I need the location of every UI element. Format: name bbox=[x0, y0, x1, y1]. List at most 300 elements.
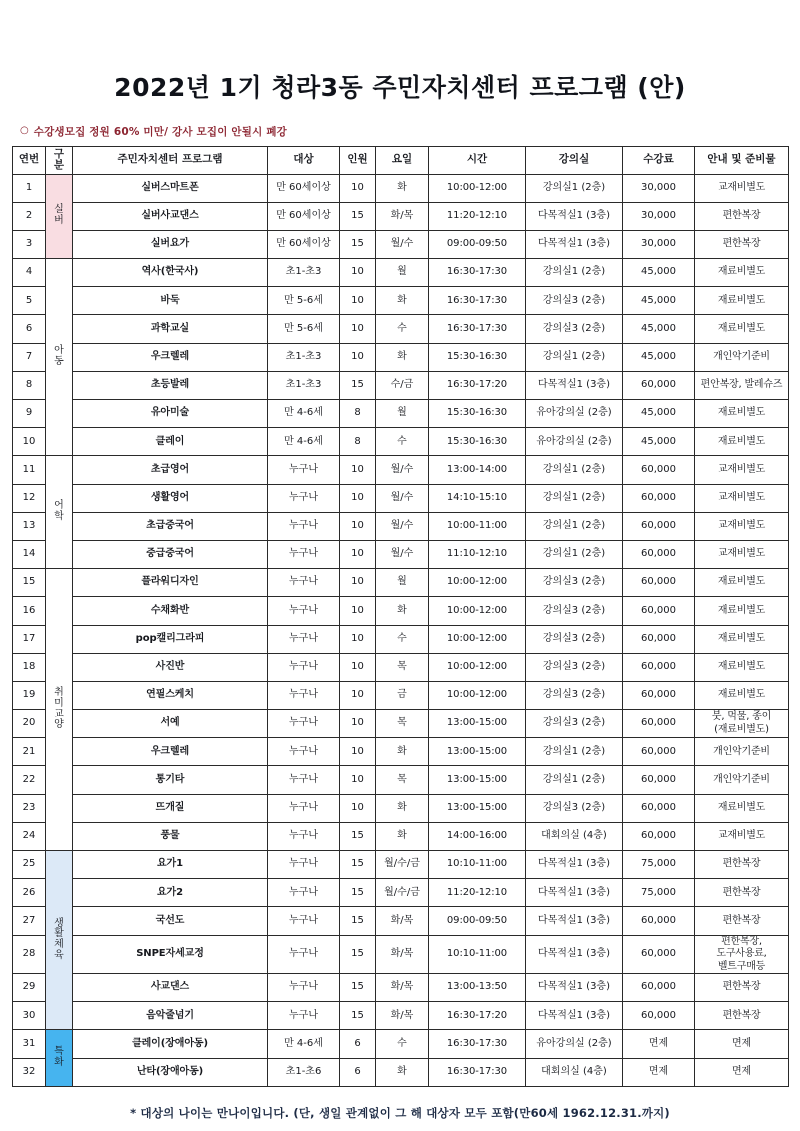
program-room: 다목적실1 (3층) bbox=[526, 1002, 623, 1030]
program-room: 강의실1 (2층) bbox=[526, 512, 623, 540]
program-capacity: 15 bbox=[340, 202, 376, 230]
program-day: 화 bbox=[376, 738, 429, 766]
row-number: 31 bbox=[13, 1030, 46, 1058]
table-row bbox=[13, 766, 789, 794]
program-fee: 60,000 bbox=[623, 625, 695, 653]
row-number: 27 bbox=[13, 907, 46, 935]
category-char: 화 bbox=[54, 1057, 64, 1069]
table-row bbox=[13, 1058, 789, 1086]
program-note: 교재비별도 bbox=[695, 540, 789, 568]
program-target: 만 5-6세 bbox=[268, 315, 340, 343]
program-capacity: 10 bbox=[340, 484, 376, 512]
program-name: 요가1 bbox=[73, 851, 268, 879]
row-number: 12 bbox=[13, 484, 46, 512]
program-name: 역사(한국사) bbox=[73, 259, 268, 287]
program-name: 서예 bbox=[73, 710, 268, 738]
program-target: 초1-초3 bbox=[268, 371, 340, 399]
table-row bbox=[13, 1002, 789, 1030]
program-capacity: 10 bbox=[340, 653, 376, 681]
program-note: 개인악기준비 bbox=[695, 738, 789, 766]
program-name: 실버스마트폰 bbox=[73, 174, 268, 202]
program-name: 과학교실 bbox=[73, 315, 268, 343]
category-char: 버 bbox=[54, 215, 64, 227]
program-target: 초1-초3 bbox=[268, 259, 340, 287]
program-fee: 60,000 bbox=[623, 569, 695, 597]
category-char: 양 bbox=[54, 719, 64, 731]
program-capacity: 10 bbox=[340, 597, 376, 625]
program-fee: 60,000 bbox=[623, 456, 695, 484]
program-target: 만 60세이상 bbox=[268, 202, 340, 230]
program-note: 교재비별도 bbox=[695, 822, 789, 850]
program-day: 수 bbox=[376, 625, 429, 653]
program-note: 면제 bbox=[695, 1058, 789, 1086]
program-time: 14:00-16:00 bbox=[429, 822, 526, 850]
program-day: 화/목 bbox=[376, 935, 429, 974]
category-cell-생활체육 bbox=[46, 851, 73, 1030]
program-fee: 45,000 bbox=[623, 259, 695, 287]
row-number: 26 bbox=[13, 879, 46, 907]
program-name: 연필스케치 bbox=[73, 681, 268, 709]
table-row bbox=[13, 174, 789, 202]
program-room: 강의실3 (2층) bbox=[526, 287, 623, 315]
program-note: 재료비별도 bbox=[695, 428, 789, 456]
table-row bbox=[13, 512, 789, 540]
program-note: 재료비별도 bbox=[695, 597, 789, 625]
program-name: 플라워디자인 bbox=[73, 569, 268, 597]
program-fee: 30,000 bbox=[623, 202, 695, 230]
program-note: 편한복장 bbox=[695, 230, 789, 258]
category-cell-취미교양 bbox=[46, 569, 73, 851]
program-time: 14:10-15:10 bbox=[429, 484, 526, 512]
program-time: 16:30-17:30 bbox=[429, 259, 526, 287]
program-day: 화/목 bbox=[376, 974, 429, 1002]
program-capacity: 10 bbox=[340, 315, 376, 343]
row-number: 6 bbox=[13, 315, 46, 343]
program-day: 월/수/금 bbox=[376, 879, 429, 907]
program-day: 월/수 bbox=[376, 484, 429, 512]
row-number: 32 bbox=[13, 1058, 46, 1086]
program-time: 13:00-14:00 bbox=[429, 456, 526, 484]
program-target: 누구나 bbox=[268, 569, 340, 597]
table-row bbox=[13, 710, 789, 738]
row-number: 3 bbox=[13, 230, 46, 258]
program-room: 다목적실1 (3층) bbox=[526, 935, 623, 974]
row-number: 24 bbox=[13, 822, 46, 850]
program-fee: 60,000 bbox=[623, 738, 695, 766]
program-note: 재료비별도 bbox=[695, 569, 789, 597]
category-char: 체 bbox=[54, 939, 64, 951]
program-name: 초급영어 bbox=[73, 456, 268, 484]
program-note: 교재비별도 bbox=[695, 456, 789, 484]
program-room: 강의실1 (2층) bbox=[526, 174, 623, 202]
program-day: 월 bbox=[376, 569, 429, 597]
program-capacity: 15 bbox=[340, 907, 376, 935]
program-note: 편한복장 bbox=[695, 851, 789, 879]
category-label bbox=[47, 501, 71, 523]
row-number: 1 bbox=[13, 174, 46, 202]
row-number: 14 bbox=[13, 540, 46, 568]
category-cell-아동 bbox=[46, 259, 73, 456]
program-capacity: 10 bbox=[340, 794, 376, 822]
category-label bbox=[47, 346, 71, 368]
program-room: 강의실3 (2층) bbox=[526, 569, 623, 597]
row-number: 2 bbox=[13, 202, 46, 230]
table-row bbox=[13, 315, 789, 343]
category-char: 아 bbox=[54, 345, 64, 357]
program-fee: 75,000 bbox=[623, 851, 695, 879]
program-target: 누구나 bbox=[268, 974, 340, 1002]
program-target: 만 5-6세 bbox=[268, 287, 340, 315]
category-char: 어 bbox=[54, 500, 64, 512]
category-char: 실 bbox=[54, 204, 64, 216]
row-number: 8 bbox=[13, 371, 46, 399]
program-target: 누구나 bbox=[268, 822, 340, 850]
program-capacity: 10 bbox=[340, 287, 376, 315]
program-name: 뜨개질 bbox=[73, 794, 268, 822]
program-time: 13:00-15:00 bbox=[429, 794, 526, 822]
table-row bbox=[13, 400, 789, 428]
category-char: 학 bbox=[54, 511, 64, 523]
program-target: 만 60세이상 bbox=[268, 230, 340, 258]
program-target: 누구나 bbox=[268, 879, 340, 907]
category-label bbox=[47, 919, 71, 962]
table-row bbox=[13, 974, 789, 1002]
program-room: 강의실3 (2층) bbox=[526, 315, 623, 343]
program-target: 만 60세이상 bbox=[268, 174, 340, 202]
program-day: 월/수 bbox=[376, 512, 429, 540]
program-room: 다목적실1 (3층) bbox=[526, 974, 623, 1002]
row-number: 7 bbox=[13, 343, 46, 371]
row-number: 30 bbox=[13, 1002, 46, 1030]
category-char: 동 bbox=[54, 356, 64, 368]
program-room: 강의실1 (2층) bbox=[526, 259, 623, 287]
program-target: 누구나 bbox=[268, 456, 340, 484]
table-row bbox=[13, 1030, 789, 1058]
program-time: 13:00-15:00 bbox=[429, 766, 526, 794]
program-time: 11:10-12:10 bbox=[429, 540, 526, 568]
table-header-row bbox=[13, 146, 789, 174]
table-row bbox=[13, 456, 789, 484]
category-char: 교 bbox=[54, 708, 64, 720]
category-char: 미 bbox=[54, 697, 64, 709]
program-capacity: 8 bbox=[340, 428, 376, 456]
table-row bbox=[13, 822, 789, 850]
category-cell-특화 bbox=[46, 1030, 73, 1086]
program-time: 10:00-12:00 bbox=[429, 681, 526, 709]
program-fee: 45,000 bbox=[623, 287, 695, 315]
program-time: 10:10-11:00 bbox=[429, 851, 526, 879]
program-capacity: 15 bbox=[340, 935, 376, 974]
program-room: 강의실1 (2층) bbox=[526, 343, 623, 371]
program-note: 교재비별도 bbox=[695, 174, 789, 202]
program-time: 16:30-17:30 bbox=[429, 1030, 526, 1058]
program-target: 만 4-6세 bbox=[268, 400, 340, 428]
program-name: 실버사교댄스 bbox=[73, 202, 268, 230]
row-number: 16 bbox=[13, 597, 46, 625]
program-room: 강의실1 (2층) bbox=[526, 738, 623, 766]
program-time: 10:10-11:00 bbox=[429, 935, 526, 974]
program-fee: 75,000 bbox=[623, 879, 695, 907]
program-time: 16:30-17:30 bbox=[429, 315, 526, 343]
program-target: 누구나 bbox=[268, 851, 340, 879]
program-note: 교재비별도 bbox=[695, 484, 789, 512]
program-note: 편한복장, 도구사용료, 벨트구매등 bbox=[695, 935, 789, 974]
category-char: 특 bbox=[54, 1046, 64, 1058]
program-capacity: 15 bbox=[340, 1002, 376, 1030]
program-room: 다목적실1 (3층) bbox=[526, 907, 623, 935]
program-capacity: 10 bbox=[340, 569, 376, 597]
program-note: 개인악기준비 bbox=[695, 343, 789, 371]
program-name: 초등발레 bbox=[73, 371, 268, 399]
row-number: 25 bbox=[13, 851, 46, 879]
table-row bbox=[13, 259, 789, 287]
program-capacity: 15 bbox=[340, 879, 376, 907]
program-time: 16:30-17:30 bbox=[429, 1058, 526, 1086]
header-target: 대상 bbox=[268, 146, 340, 174]
row-number: 19 bbox=[13, 681, 46, 709]
program-note: 면제 bbox=[695, 1030, 789, 1058]
header-fee: 수강료 bbox=[623, 146, 695, 174]
program-day: 수 bbox=[376, 1030, 429, 1058]
program-name: 초급중국어 bbox=[73, 512, 268, 540]
program-name: 난타(장애아동) bbox=[73, 1058, 268, 1086]
program-target: 누구나 bbox=[268, 907, 340, 935]
program-day: 월 bbox=[376, 400, 429, 428]
program-fee: 60,000 bbox=[623, 540, 695, 568]
program-time: 11:20-12:10 bbox=[429, 879, 526, 907]
program-name: 생활영어 bbox=[73, 484, 268, 512]
program-capacity: 15 bbox=[340, 974, 376, 1002]
table-row bbox=[13, 907, 789, 935]
program-capacity: 15 bbox=[340, 851, 376, 879]
program-target: 누구나 bbox=[268, 625, 340, 653]
program-fee: 60,000 bbox=[623, 653, 695, 681]
program-fee: 45,000 bbox=[623, 400, 695, 428]
program-capacity: 15 bbox=[340, 822, 376, 850]
program-name: 통기타 bbox=[73, 766, 268, 794]
program-time: 10:00-11:00 bbox=[429, 512, 526, 540]
program-room: 강의실3 (2층) bbox=[526, 794, 623, 822]
program-target: 누구나 bbox=[268, 597, 340, 625]
program-fee: 60,000 bbox=[623, 974, 695, 1002]
program-note: 개인악기준비 bbox=[695, 766, 789, 794]
program-room: 강의실1 (2층) bbox=[526, 766, 623, 794]
program-room: 대회의실 (4층) bbox=[526, 822, 623, 850]
program-target: 누구나 bbox=[268, 710, 340, 738]
program-day: 화 bbox=[376, 1058, 429, 1086]
program-day: 수 bbox=[376, 315, 429, 343]
program-target: 누구나 bbox=[268, 766, 340, 794]
page-title: 2022년 1기 청라3동 주민자치센터 프로그램 (안) bbox=[114, 73, 686, 102]
program-fee: 30,000 bbox=[623, 230, 695, 258]
program-note: 재료비별도 bbox=[695, 259, 789, 287]
program-name: 바둑 bbox=[73, 287, 268, 315]
program-day: 화 bbox=[376, 822, 429, 850]
program-target: 누구나 bbox=[268, 794, 340, 822]
program-capacity: 10 bbox=[340, 512, 376, 540]
program-fee: 60,000 bbox=[623, 681, 695, 709]
program-target: 누구나 bbox=[268, 653, 340, 681]
category-label bbox=[47, 688, 71, 731]
table-row bbox=[13, 371, 789, 399]
program-name: 음악줄넘기 bbox=[73, 1002, 268, 1030]
row-number: 5 bbox=[13, 287, 46, 315]
program-target: 누구나 bbox=[268, 738, 340, 766]
program-fee: 60,000 bbox=[623, 794, 695, 822]
program-note: 재료비별도 bbox=[695, 287, 789, 315]
program-day: 수 bbox=[376, 428, 429, 456]
program-schedule-table bbox=[12, 146, 789, 1087]
program-day: 목 bbox=[376, 766, 429, 794]
program-target: 초1-초3 bbox=[268, 343, 340, 371]
program-capacity: 10 bbox=[340, 540, 376, 568]
program-day: 화 bbox=[376, 287, 429, 315]
program-room: 강의실3 (2층) bbox=[526, 597, 623, 625]
subtitle-text: 수강생모집 정원 60% 미만/ 강사 모집이 안될시 폐강 bbox=[33, 125, 288, 138]
program-name: 요가2 bbox=[73, 879, 268, 907]
program-time: 10:00-12:00 bbox=[429, 174, 526, 202]
program-room: 대회의실 (4층) bbox=[526, 1058, 623, 1086]
program-day: 금 bbox=[376, 681, 429, 709]
program-fee: 면제 bbox=[623, 1058, 695, 1086]
row-number: 21 bbox=[13, 738, 46, 766]
row-number: 10 bbox=[13, 428, 46, 456]
program-name: 수채화반 bbox=[73, 597, 268, 625]
program-time: 10:00-12:00 bbox=[429, 569, 526, 597]
row-number: 20 bbox=[13, 710, 46, 738]
program-capacity: 10 bbox=[340, 710, 376, 738]
program-capacity: 10 bbox=[340, 259, 376, 287]
program-note: 재료비별도 bbox=[695, 625, 789, 653]
program-day: 목 bbox=[376, 710, 429, 738]
program-time: 10:00-12:00 bbox=[429, 653, 526, 681]
program-capacity: 15 bbox=[340, 371, 376, 399]
program-note: 재료비별도 bbox=[695, 681, 789, 709]
table-row bbox=[13, 935, 789, 974]
program-fee: 60,000 bbox=[623, 371, 695, 399]
table-row bbox=[13, 653, 789, 681]
table-row bbox=[13, 597, 789, 625]
program-fee: 60,000 bbox=[623, 907, 695, 935]
program-target: 누구나 bbox=[268, 1002, 340, 1030]
program-time: 10:00-12:00 bbox=[429, 625, 526, 653]
header-category-char-1: 구 bbox=[53, 148, 65, 161]
program-time: 10:00-12:00 bbox=[429, 597, 526, 625]
program-capacity: 10 bbox=[340, 174, 376, 202]
program-note: 편안복장, 발레슈즈 bbox=[695, 371, 789, 399]
program-capacity: 10 bbox=[340, 766, 376, 794]
program-capacity: 15 bbox=[340, 230, 376, 258]
row-number: 13 bbox=[13, 512, 46, 540]
program-room: 강의실1 (2층) bbox=[526, 484, 623, 512]
program-note: 편한복장 bbox=[695, 974, 789, 1002]
category-cell-어학 bbox=[46, 456, 73, 569]
program-time: 11:20-12:10 bbox=[429, 202, 526, 230]
program-day: 화/목 bbox=[376, 1002, 429, 1030]
program-target: 누구나 bbox=[268, 484, 340, 512]
header-program: 주민자치센터 프로그램 bbox=[73, 146, 268, 174]
program-name: 사진반 bbox=[73, 653, 268, 681]
subtitle-note bbox=[12, 124, 788, 139]
program-time: 13:00-13:50 bbox=[429, 974, 526, 1002]
program-target: 누구나 bbox=[268, 681, 340, 709]
program-target: 만 4-6세 bbox=[268, 428, 340, 456]
program-capacity: 6 bbox=[340, 1058, 376, 1086]
program-fee: 45,000 bbox=[623, 315, 695, 343]
program-capacity: 10 bbox=[340, 625, 376, 653]
program-day: 화 bbox=[376, 794, 429, 822]
program-name: 중급중국어 bbox=[73, 540, 268, 568]
category-label bbox=[47, 205, 71, 227]
program-day: 월/수 bbox=[376, 456, 429, 484]
program-time: 15:30-16:30 bbox=[429, 400, 526, 428]
program-note: 교재비별도 bbox=[695, 512, 789, 540]
header-time: 시간 bbox=[429, 146, 526, 174]
program-room: 강의실3 (2층) bbox=[526, 681, 623, 709]
row-number: 18 bbox=[13, 653, 46, 681]
header-note: 안내 및 준비물 bbox=[695, 146, 789, 174]
program-room: 강의실1 (2층) bbox=[526, 540, 623, 568]
program-note: 편한복장 bbox=[695, 879, 789, 907]
program-name: 우크렐레 bbox=[73, 738, 268, 766]
program-target: 초1-초6 bbox=[268, 1058, 340, 1086]
program-time: 16:30-17:20 bbox=[429, 1002, 526, 1030]
row-number: 28 bbox=[13, 935, 46, 974]
program-day: 월 bbox=[376, 259, 429, 287]
header-capacity: 인원 bbox=[340, 146, 376, 174]
program-fee: 60,000 bbox=[623, 710, 695, 738]
program-day: 화 bbox=[376, 597, 429, 625]
program-room: 강의실3 (2층) bbox=[526, 653, 623, 681]
program-note: 편한복장 bbox=[695, 202, 789, 230]
table-row bbox=[13, 230, 789, 258]
program-day: 수/금 bbox=[376, 371, 429, 399]
program-name: 실버요가 bbox=[73, 230, 268, 258]
program-time: 15:30-16:30 bbox=[429, 343, 526, 371]
row-number: 11 bbox=[13, 456, 46, 484]
program-name: 우크렐레 bbox=[73, 343, 268, 371]
program-day: 월/수 bbox=[376, 540, 429, 568]
program-room: 다목적실1 (3층) bbox=[526, 851, 623, 879]
row-number: 22 bbox=[13, 766, 46, 794]
table-row bbox=[13, 540, 789, 568]
program-time: 13:00-15:00 bbox=[429, 738, 526, 766]
program-day: 월/수 bbox=[376, 230, 429, 258]
program-fee: 60,000 bbox=[623, 1002, 695, 1030]
program-day: 화 bbox=[376, 174, 429, 202]
program-note: 붓, 먹물, 종이(재료비별도) bbox=[695, 710, 789, 738]
program-name: 유아미술 bbox=[73, 400, 268, 428]
program-capacity: 10 bbox=[340, 343, 376, 371]
program-name: 국선도 bbox=[73, 907, 268, 935]
program-room: 다목적실1 (3층) bbox=[526, 371, 623, 399]
category-label bbox=[47, 1047, 71, 1069]
program-room: 유아강의실 (2층) bbox=[526, 1030, 623, 1058]
program-time: 13:00-15:00 bbox=[429, 710, 526, 738]
category-char: 활 bbox=[54, 928, 64, 940]
program-name: 풍물 bbox=[73, 822, 268, 850]
program-day: 월/수/금 bbox=[376, 851, 429, 879]
table-row bbox=[13, 794, 789, 822]
header-no: 연번 bbox=[13, 146, 46, 174]
category-char: 생 bbox=[54, 917, 64, 929]
program-capacity: 10 bbox=[340, 681, 376, 709]
program-fee: 30,000 bbox=[623, 174, 695, 202]
program-room: 강의실3 (2층) bbox=[526, 625, 623, 653]
table-body bbox=[13, 174, 789, 1086]
program-target: 누구나 bbox=[268, 935, 340, 974]
program-fee: 60,000 bbox=[623, 597, 695, 625]
